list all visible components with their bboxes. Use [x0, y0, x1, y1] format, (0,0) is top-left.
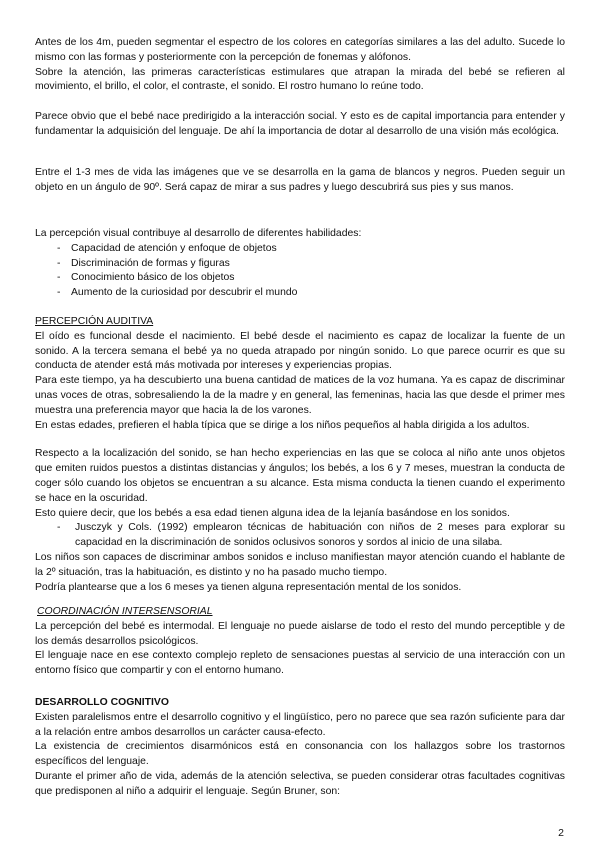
section-heading-cognitivo: DESARROLLO COGNITIVO — [35, 697, 169, 708]
paragraph: El lenguaje nace en ese contexto complejo repleto de sensaciones puestas al servicio de una interacción con un entorno físico que compartir y con el entorno humano. — [35, 650, 565, 677]
block-visual-skills — [35, 227, 565, 301]
section-coordinacion — [35, 605, 565, 679]
list-item: - Aumento de la curiosidad por descubrir el mundo — [35, 286, 565, 301]
paragraph: Podría plantearse que a los 6 meses ya tienen alguna representación mental de los sonidos. — [35, 581, 462, 593]
paragraph: La percepción del bebé es intermodal. El lenguaje no puede aislarse de todo el resto del mundo perceptible y de los demás desarrollos psicológicos. — [35, 620, 565, 647]
section-heading-coordinacion: COORDINACIÓN INTERSENSORIAL — [37, 606, 213, 617]
paragraph: Entre el 1-3 mes de vida las imágenes que ve se desarrolla en la gama de blancos y negros. Pueden seguir un objeto en un ángulo de 90º. Será capaz de mirar a sus padres y luego descubrirá sus pies y sus manos. — [35, 167, 565, 193]
paragraph: La existencia de crecimientos disarmónicos está en consonancia con los hallazgos sobre los trastornos específicos del lenguaje. — [35, 741, 565, 768]
auditiva-list — [35, 521, 565, 551]
paragraph: El oído es funcional desde el nacimiento. El bebé desde el nacimiento es capaz de localizar la fuente de un sonido. A la tercera semana el bebé ya no queda atrapado por ningún sonido. Lo que parece ocurrir es que su conducta de atender está más motivada por intereses y experiencias propias. — [35, 330, 565, 372]
block-visual-intro — [35, 36, 565, 95]
paragraph: En estas edades, prefieren el habla típica que se dirige a los niños pequeños al habla dirigida a los adultos. — [35, 419, 530, 431]
paragraph: Sobre la atención, las primeras características estimulares que atrapan la mirada del bebé se refieren al movimiento, el brillo, el color, el contraste, el sonido. El rostro humano lo reúne todo. — [35, 66, 565, 93]
list-item: - Conocimiento básico de los objetos — [35, 271, 565, 286]
paragraph: Para este tiempo, ya ha descubierto una buena cantidad de matices de la voz humana. Ya es capaz de discriminar unas voces de otras, sobresaliendo la de la madre y en general, las femeninas, hacia las que desde el primer mes muestra una preferencia mayor que hacia la de los varones. — [35, 375, 565, 416]
list-item: - Jusczyk y Cols. (1992) emplearon técnicas de habituación con niños de 2 meses para explorar su capacidad en la discriminación de sonidos oclusivos sonoros y sordos al inicio de una silaba. — [35, 521, 565, 551]
paragraph: Parece obvio que el bebé nace predirigido a la interacción social. Y esto es de capital importancia para entender y fundamentar la adquisición del lenguaje. De ahí la importancia de dotar al desarrollo de una visión más ecológica. — [35, 111, 565, 137]
paragraph: Respecto a la localización del sonido, se han hecho experiencias en las que se coloca al niño ante unos objetos que emiten ruidos puestos a distintas distancias y ángulos; los bebés, a los 6 y 7 meses, muestran la conducta de coger sólo cuando los objetos se encuentran a su alcance. Esta misma conducta la tienen cuando el experimento se hace en la oscuridad. — [35, 448, 565, 504]
list-item: - Discriminación de formas y figuras — [35, 257, 565, 272]
paragraph: Durante el primer año de vida, además de la atención selectiva, se pueden considerar otras facultades cognitivas que predisponen al niño a adquirir el lenguaje. Según Bruner, son: — [35, 770, 565, 797]
list-item: - Capacidad de atención y enfoque de objetos — [35, 242, 565, 257]
paragraph: Esto quiere decir, que los bebés a esa edad tienen alguna idea de la lejanía basándose en los sonidos. — [35, 507, 510, 519]
paragraph: Los niños son capaces de discriminar ambos sonidos e incluso manifiestan mayor atención cuando el hablante de la 2º situación, tras la habituación, es distinto y no ha pasado mucho tiempo. — [35, 551, 565, 578]
section-cognitivo — [35, 696, 565, 800]
block-color-vision — [35, 166, 565, 196]
block-social — [35, 110, 565, 140]
section-heading-auditiva: PERCEPCIÓN AUDITIVA — [35, 316, 154, 327]
paragraph: Antes de los 4m, pueden segmentar el espectro de los colores en categorías similares a las del adulto. Sucede lo mismo con las formas y posteriormente con la percepción de fonemas y alófonos. — [35, 37, 565, 63]
page-number: 2 — [558, 827, 564, 839]
section-auditiva — [35, 315, 565, 595]
paragraph: Existen paralelismos entre el desarrollo cognitivo y el lingüístico, pero no parece que sea razón suficiente para dar a la relación entre ambos desarrollos un carácter causa-efecto. — [35, 711, 565, 738]
visual-skills-list — [35, 242, 565, 301]
paragraph: La percepción visual contribuye al desarrollo de diferentes habilidades: — [35, 228, 362, 239]
